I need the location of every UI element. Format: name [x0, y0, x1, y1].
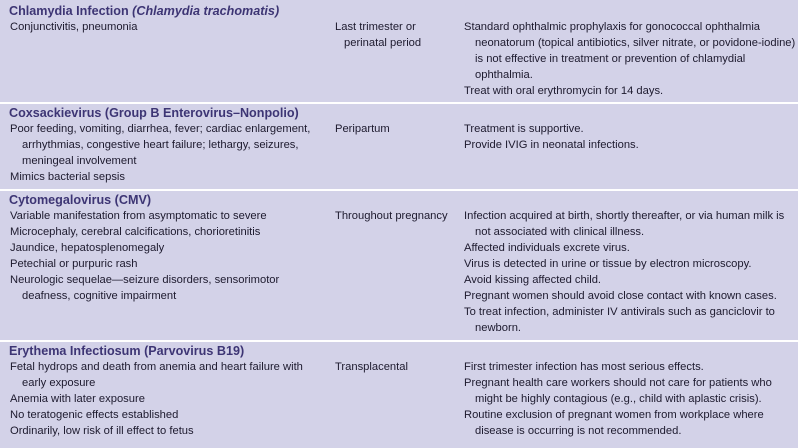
- management: Treat with oral erythromycin for 14 days.: [464, 85, 664, 97]
- management: Routine exclusion of pregnant women from workplace where: [464, 409, 764, 421]
- management: disease is occurring is not recommended.: [475, 425, 682, 437]
- management: Virus is detected in urine or tissue by electron microscopy.: [464, 258, 752, 270]
- section-coxsackievirus: [0, 105, 798, 185]
- section-cmv: [0, 192, 798, 336]
- management: Avoid kissing affected child.: [464, 274, 602, 286]
- timing: perinatal period: [344, 37, 422, 49]
- clinical-finding: Fetal hydrops and death from anemia and heart failure with: [10, 361, 303, 373]
- clinical-finding: Jaundice, hepatosplenomegaly: [10, 242, 165, 254]
- management: is not effective in treatment or prevention of chlamydial: [475, 53, 746, 65]
- management: To treat infection, administer IV antivirals such as ganciclovir to: [464, 306, 775, 318]
- management: newborn.: [475, 322, 522, 334]
- clinical-finding: Variable manifestation from asymptomatic to severe: [10, 210, 267, 222]
- clinical-finding: Microcephaly, cerebral calcifications, chorioretinitis: [10, 226, 261, 238]
- management: Infection acquired at birth, shortly thereafter, or via human milk is: [464, 210, 785, 222]
- timing: Last trimester or: [335, 21, 416, 33]
- management: Treatment is supportive.: [464, 123, 584, 135]
- clinical-finding: No teratogenic effects established: [10, 409, 179, 421]
- management: not associated with clinical illness.: [475, 226, 645, 238]
- management: Pregnant women should avoid close contact with known cases.: [464, 290, 777, 302]
- clinical-finding: Anemia with later exposure: [10, 393, 145, 405]
- divider: [0, 102, 798, 104]
- clinical-finding: early exposure: [22, 377, 96, 389]
- clinical-finding: meningeal involvement: [22, 155, 137, 167]
- divider: [0, 340, 798, 342]
- divider: [0, 189, 798, 191]
- timing: Transplacental: [335, 361, 408, 373]
- clinical-finding: Petechial or purpuric rash: [10, 258, 138, 270]
- management: First trimester infection has most serious effects.: [464, 361, 704, 373]
- section-title: Chlamydia Infection (Chlamydia trachomatis): [9, 4, 280, 18]
- section-erythema-infectiosum: [0, 343, 798, 439]
- clinical-finding: arrhythmias, congestive heart failure; lethargy, seizures,: [22, 139, 299, 151]
- section-title-italic: (Chlamydia trachomatis): [132, 4, 280, 18]
- management: might be highly contagious (e.g., child with aplastic crisis).: [475, 393, 762, 405]
- management: Pregnant health care workers should not care for patients who: [464, 377, 772, 389]
- management: Standard ophthalmic prophylaxis for gonococcal ophthalmia: [464, 21, 761, 33]
- clinical-finding: Neurologic sequelae—seizure disorders, sensorimotor: [10, 274, 280, 286]
- section-title: Coxsackievirus (Group B Enterovirus–Nonpolio): [9, 106, 299, 120]
- clinical-finding: Poor feeding, vomiting, diarrhea, fever; cardiac enlargement,: [10, 123, 311, 135]
- timing: Peripartum: [335, 123, 390, 135]
- clinical-finding: Conjunctivitis, pneumonia: [10, 21, 138, 33]
- management: Provide IVIG in neonatal infections.: [464, 139, 639, 151]
- clinical-finding: deafness, cognitive impairment: [22, 290, 177, 302]
- section-chlamydia: [0, 3, 798, 99]
- clinical-finding: Mimics bacterial sepsis: [10, 171, 126, 183]
- timing: Throughout pregnancy: [335, 210, 448, 222]
- section-title: Erythema Infectiosum (Parvovirus B19): [9, 344, 245, 358]
- section-title: Cytomegalovirus (CMV): [9, 193, 152, 207]
- management: neonatorum (topical antibiotics, silver nitrate, or povidone-iodine): [475, 37, 796, 49]
- clinical-finding: Ordinarily, low risk of ill effect to fetus: [10, 425, 194, 437]
- management: ophthalmia.: [475, 69, 533, 81]
- management: Affected individuals excrete virus.: [464, 242, 630, 254]
